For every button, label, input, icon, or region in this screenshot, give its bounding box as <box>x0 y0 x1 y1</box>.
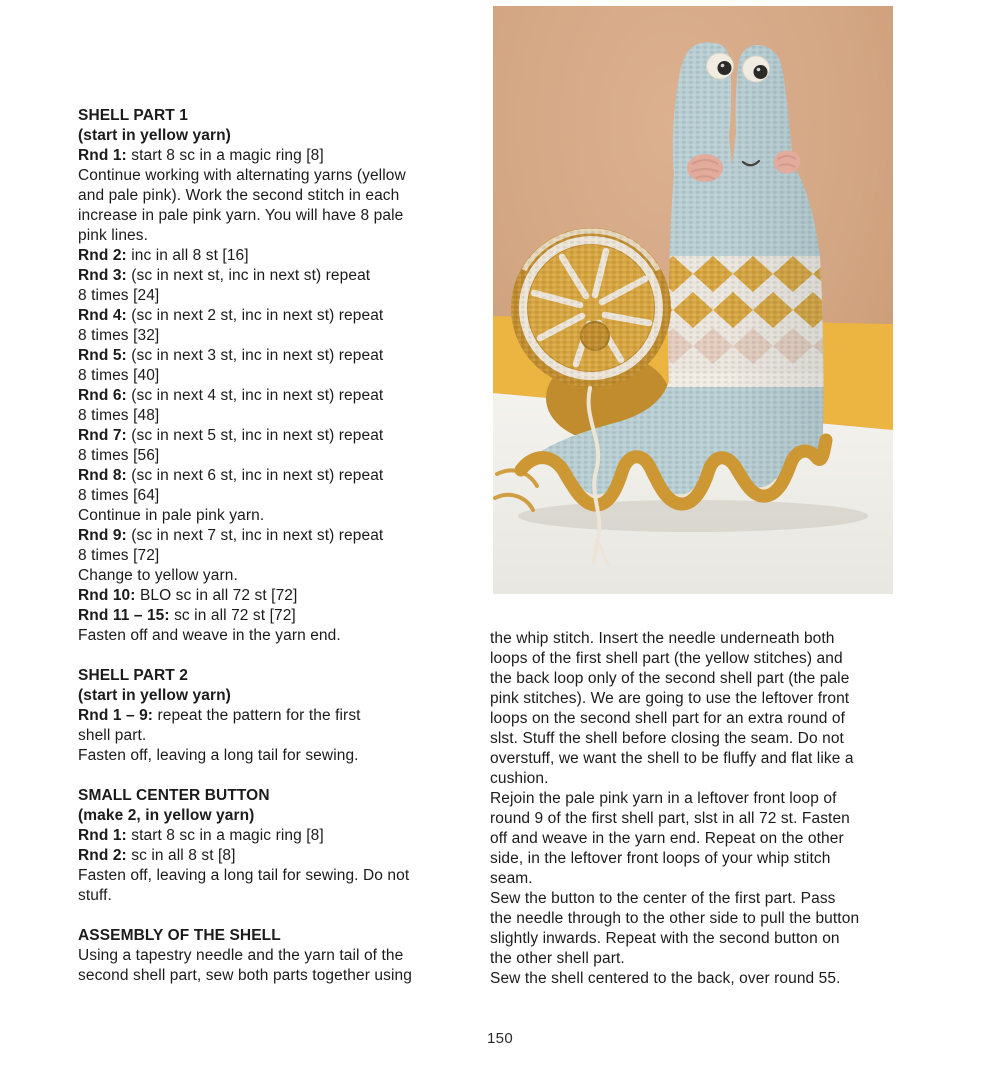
text-line: Rnd 5: (sc in next 3 st, inc in next st) repeat <box>78 347 384 364</box>
text-line: increase in pale pink yarn. You will have 8 pale <box>78 207 404 224</box>
snail-photo-illustration <box>493 6 893 594</box>
text-line: cushion. <box>490 770 549 787</box>
text-line: Rnd 3: (sc in next st, inc in next st) repeat <box>78 267 371 284</box>
text-line: Continue working with alternating yarns (yellow <box>78 167 406 184</box>
text-line: second shell part, sew both parts together using <box>78 967 412 984</box>
text-line: Change to yellow yarn. <box>78 567 238 584</box>
paragraph-spacer <box>78 646 488 666</box>
text-line: 8 times [56] <box>78 447 160 464</box>
pattern-instructions-right <box>490 629 955 989</box>
text-line: Continue in pale pink yarn. <box>78 507 265 524</box>
text-line: SMALL CENTER BUTTON <box>78 787 270 804</box>
text-line: the needle through to the other side to pull the button <box>490 910 860 927</box>
text-line: overstuff, we want the shell to be fluffy and flat like a <box>490 750 854 767</box>
text-line: Rnd 1 – 9: repeat the pattern for the first <box>78 707 361 724</box>
text-line: and pale pink). Work the second stitch in each <box>78 187 400 204</box>
text-line: Fasten off and weave in the yarn end. <box>78 627 341 644</box>
text-line: loops on the second shell part for an extra round of <box>490 710 846 727</box>
text-line: shell part. <box>78 727 147 744</box>
text-line: off and weave in the yarn end. Repeat on the other <box>490 830 844 847</box>
text-line: round 9 of the first shell part, slst in all 72 st. Fasten <box>490 810 850 827</box>
text-line: SHELL PART 1 <box>78 107 189 124</box>
text-line: loops of the first shell part (the yellow stitches) and <box>490 650 843 667</box>
left-cheek <box>687 154 723 182</box>
text-line: Rnd 8: (sc in next 6 st, inc in next st) repeat <box>78 467 384 484</box>
page-number: 150 <box>487 1030 513 1047</box>
text-line: Rnd 2: sc in all 8 st [8] <box>78 847 236 864</box>
text-line: 8 times [72] <box>78 547 160 564</box>
text-line: slst. Stuff the shell before closing the seam. Do not <box>490 730 844 747</box>
text-line: Rnd 6: (sc in next 4 st, inc in next st) repeat <box>78 387 384 404</box>
text-line: stuff. <box>78 887 112 904</box>
text-line: side, in the leftover front loops of your whip stitch <box>490 850 831 867</box>
text-line: Rnd 7: (sc in next 5 st, inc in next st) repeat <box>78 427 384 444</box>
text-line: Fasten off, leaving a long tail for sewing. Do not <box>78 867 410 884</box>
text-line: pink lines. <box>78 227 149 244</box>
text-line: (make 2, in yellow yarn) <box>78 807 255 824</box>
text-line: Rnd 9: (sc in next 7 st, inc in next st) repeat <box>78 527 384 544</box>
text-line: 8 times [40] <box>78 367 160 384</box>
text-line: Rnd 2: inc in all 8 st [16] <box>78 247 249 264</box>
text-line: Sew the button to the center of the first part. Pass <box>490 890 836 907</box>
text-line: seam. <box>490 870 533 887</box>
text-line: the back loop only of the second shell part (the pale <box>490 670 850 687</box>
text-line: Sew the shell centered to the back, over round 55. <box>490 970 841 987</box>
text-line: 8 times [24] <box>78 287 160 304</box>
text-line: Rnd 1: start 8 sc in a magic ring [8] <box>78 827 324 844</box>
text-line: 8 times [64] <box>78 487 160 504</box>
text-line: SHELL PART 2 <box>78 667 189 684</box>
paragraph-spacer <box>78 766 488 786</box>
text-line: Using a tapestry needle and the yarn tail of the <box>78 947 404 964</box>
paragraph-spacer <box>78 906 488 926</box>
text-line: Fasten off, leaving a long tail for sewing. <box>78 747 359 764</box>
text-line: 8 times [32] <box>78 327 160 344</box>
snail-photo <box>493 6 893 594</box>
text-line: 8 times [48] <box>78 407 160 424</box>
right-cheek <box>774 151 801 174</box>
text-line: Rnd 11 – 15: sc in all 72 st [72] <box>78 607 296 624</box>
text-line: Rnd 4: (sc in next 2 st, inc in next st) repeat <box>78 307 384 324</box>
text-line: slightly inwards. Repeat with the second button on <box>490 930 840 947</box>
pattern-instructions-left <box>78 106 488 986</box>
text-line: ASSEMBLY OF THE SHELL <box>78 927 281 944</box>
text-line: pink stitches). We are going to use the leftover front <box>490 690 850 707</box>
text-line: (start in yellow yarn) <box>78 687 231 704</box>
text-line: Rnd 1: start 8 sc in a magic ring [8] <box>78 147 324 164</box>
text-line: Rnd 10: BLO sc in all 72 st [72] <box>78 587 298 604</box>
text-line: the whip stitch. Insert the needle underneath both <box>490 630 835 647</box>
text-line: Rejoin the pale pink yarn in a leftover front loop of <box>490 790 837 807</box>
text-line: the other shell part. <box>490 950 625 967</box>
text-line: (start in yellow yarn) <box>78 127 231 144</box>
